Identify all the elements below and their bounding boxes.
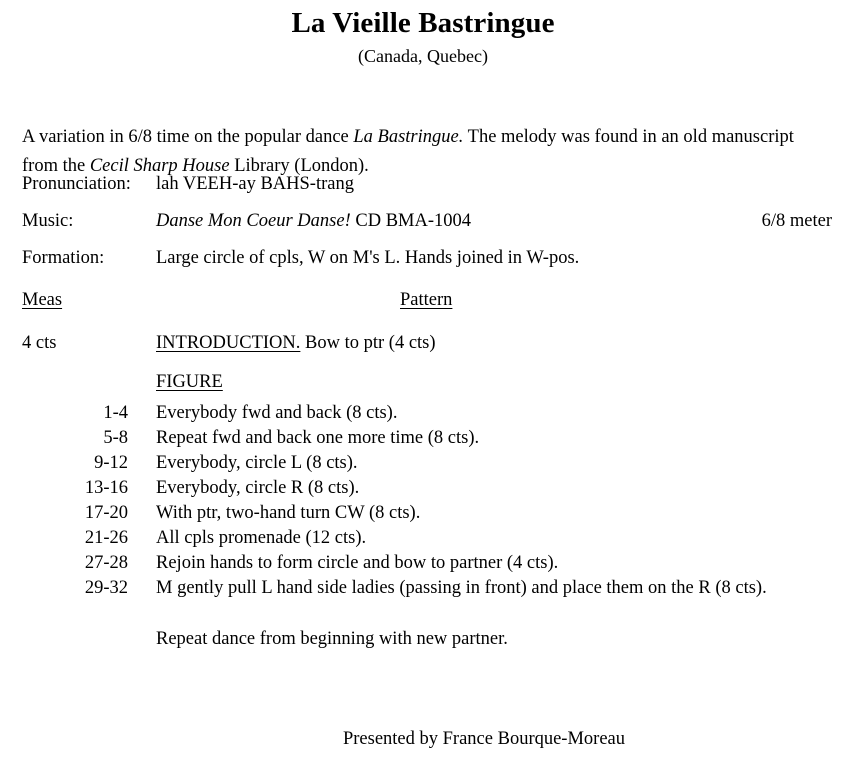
music-meter: 6/8 meter <box>761 211 832 231</box>
step-meas: 29-32 <box>84 578 128 598</box>
step-meas: 9-12 <box>94 453 128 473</box>
pattern-column-header: Pattern <box>400 290 453 310</box>
music-label: Music: <box>22 211 74 231</box>
intro-text-2: The melody was found in an old manuscript from the <box>22 126 794 176</box>
step-meas: 27-28 <box>84 553 128 573</box>
intro-text-3: Library (London). <box>229 155 369 176</box>
step-pattern: Everybody, circle L (8 cts). <box>156 453 358 473</box>
step-meas: 1-4 <box>103 403 128 423</box>
page-subtitle: (Canada, Quebec) <box>358 46 488 66</box>
intro-library-name: Cecil Sharp House <box>89 155 230 176</box>
presenter-credit: Presented by France Bourque-Moreau <box>342 729 626 749</box>
pronunciation-label: Pronunciation: <box>22 174 131 194</box>
step-pattern: Everybody fwd and back (8 cts). <box>156 403 398 423</box>
introduction-heading: INTRODUCTION. <box>156 333 301 353</box>
pronunciation-row <box>22 172 832 196</box>
introduction-text: Bow to ptr (4 cts) <box>300 333 436 353</box>
introduction-pattern <box>156 331 832 355</box>
music-catalog-number: CD BMA-1004 <box>350 211 472 231</box>
step-pattern: With ptr, two-hand turn CW (8 cts). <box>156 503 421 523</box>
step-pattern: M gently pull L hand side ladies (passing in front) and place them on the R (8 cts). <box>156 578 767 598</box>
formation-label: Formation: <box>22 248 105 268</box>
page-title: La Vieille Bastringue <box>291 7 555 39</box>
step-meas: 21-26 <box>84 528 128 548</box>
intro-text-1: A variation in 6/8 time on the popular dance <box>22 126 354 147</box>
step-pattern: All cpls promenade (12 cts). <box>156 528 367 548</box>
formation-value: Large circle of cpls, W on M's L. Hands joined in W-pos. <box>156 248 580 268</box>
step-pattern: Repeat fwd and back one more time (8 cts). <box>156 428 480 448</box>
step-meas: 17-20 <box>84 503 128 523</box>
step-pattern: Everybody, circle R (8 cts). <box>156 478 360 498</box>
step-pattern: Rejoin hands to form circle and bow to partner (4 cts). <box>156 553 559 573</box>
introduction-meas: 4 cts <box>22 333 57 353</box>
figure-heading: FIGURE <box>156 372 223 392</box>
music-value <box>156 209 471 233</box>
intro-dance-name: La Bastringue. <box>353 126 464 147</box>
meas-column-header: Meas <box>22 290 63 310</box>
music-row <box>22 209 832 233</box>
music-album-title: Danse Mon Coeur Danse! <box>156 211 351 231</box>
step-meas: 5-8 <box>103 428 128 448</box>
step-meas: 13-16 <box>84 478 128 498</box>
repeat-note: Repeat dance from beginning with new partner. <box>156 629 508 649</box>
formation-row <box>22 246 832 270</box>
pronunciation-value: lah VEEH-ay BAHS-trang <box>156 174 354 194</box>
